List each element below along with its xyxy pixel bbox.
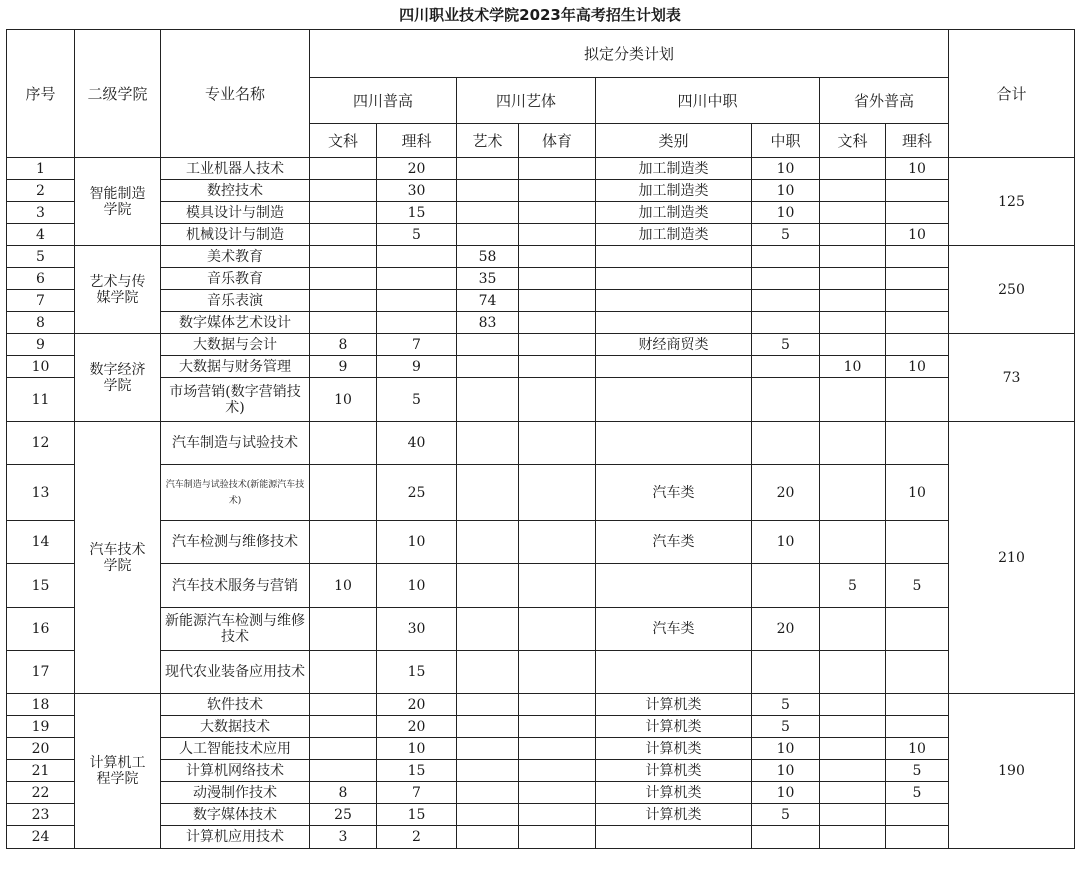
- cell-vocational-count: 5: [752, 694, 820, 716]
- cell-sichuan-like: [377, 312, 457, 334]
- header-sichuan-art-sports: 四川艺体: [457, 78, 596, 124]
- page-title: 四川职业技术学院2023年高考招生计划表: [399, 6, 681, 24]
- cell-out-like: 10: [886, 465, 949, 521]
- cell-out-like: [886, 521, 949, 564]
- cell-art: [457, 826, 519, 849]
- cell-sichuan-like: [377, 268, 457, 290]
- cell-seq: 19: [7, 716, 75, 738]
- cell-art: [457, 694, 519, 716]
- cell-sichuan-like: 10: [377, 738, 457, 760]
- cell-major: 计算机应用技术: [161, 826, 310, 849]
- cell-vocational-category: [596, 268, 752, 290]
- cell-sichuan-like: 20: [377, 158, 457, 180]
- cell-sports: [519, 356, 596, 378]
- cell-out-like: [886, 290, 949, 312]
- cell-sports: [519, 246, 596, 268]
- cell-vocational-category: [596, 826, 752, 849]
- cell-sichuan-like: 20: [377, 716, 457, 738]
- cell-sichuan-like: 20: [377, 694, 457, 716]
- table-row: [7, 180, 1075, 202]
- cell-major: 数字媒体技术: [161, 804, 310, 826]
- cell-sports: [519, 651, 596, 694]
- cell-seq: 4: [7, 224, 75, 246]
- cell-sports: [519, 334, 596, 356]
- cell-sichuan-wenke: [310, 738, 377, 760]
- cell-out-wenke: 5: [820, 564, 886, 608]
- cell-seq: 20: [7, 738, 75, 760]
- cell-out-wenke: [820, 804, 886, 826]
- cell-art: [457, 334, 519, 356]
- cell-out-like: 5: [886, 782, 949, 804]
- cell-sports: [519, 760, 596, 782]
- cell-out-wenke: [820, 521, 886, 564]
- header-art: 艺术: [457, 124, 519, 158]
- cell-major: 现代农业装备应用技术: [161, 651, 310, 694]
- cell-college: 智能制造学院: [75, 158, 161, 246]
- cell-art: [457, 782, 519, 804]
- cell-seq: 9: [7, 334, 75, 356]
- cell-sichuan-wenke: 8: [310, 334, 377, 356]
- cell-out-like: 5: [886, 760, 949, 782]
- cell-seq: 1: [7, 158, 75, 180]
- cell-vocational-category: 计算机类: [596, 694, 752, 716]
- cell-college-total: 190: [949, 694, 1075, 849]
- cell-out-wenke: [820, 760, 886, 782]
- cell-out-like: [886, 651, 949, 694]
- cell-vocational-count: 10: [752, 521, 820, 564]
- cell-sichuan-wenke: [310, 760, 377, 782]
- cell-major: 工业机器人技术: [161, 158, 310, 180]
- table-row: [7, 268, 1075, 290]
- cell-out-wenke: [820, 180, 886, 202]
- cell-seq: 6: [7, 268, 75, 290]
- cell-major: 美术教育: [161, 246, 310, 268]
- table-row: [7, 738, 1075, 760]
- cell-sichuan-like: 9: [377, 356, 457, 378]
- cell-vocational-category: [596, 564, 752, 608]
- cell-out-wenke: [820, 465, 886, 521]
- cell-art: [457, 564, 519, 608]
- table-row: [7, 826, 1075, 849]
- cell-out-wenke: [820, 202, 886, 224]
- cell-vocational-count: [752, 378, 820, 422]
- cell-vocational-category: [596, 651, 752, 694]
- table-row: [7, 651, 1075, 694]
- cell-sichuan-like: 10: [377, 521, 457, 564]
- cell-college-total: 125: [949, 158, 1075, 246]
- cell-out-like: 10: [886, 158, 949, 180]
- cell-sichuan-like: 15: [377, 760, 457, 782]
- cell-vocational-count: 10: [752, 782, 820, 804]
- cell-art: [457, 651, 519, 694]
- cell-vocational-category: 加工制造类: [596, 180, 752, 202]
- cell-sports: [519, 465, 596, 521]
- cell-out-like: [886, 202, 949, 224]
- cell-sports: [519, 224, 596, 246]
- cell-sichuan-wenke: 3: [310, 826, 377, 849]
- cell-sichuan-wenke: [310, 202, 377, 224]
- cell-out-wenke: [820, 716, 886, 738]
- cell-art: 83: [457, 312, 519, 334]
- cell-sichuan-like: [377, 246, 457, 268]
- table-row: [7, 224, 1075, 246]
- cell-sports: [519, 312, 596, 334]
- cell-vocational-count: 10: [752, 202, 820, 224]
- table-row: [7, 378, 1075, 422]
- table-row: [7, 334, 1075, 356]
- table-row: [7, 564, 1075, 608]
- cell-vocational-count: 5: [752, 716, 820, 738]
- cell-sichuan-wenke: 9: [310, 356, 377, 378]
- header-wenke: 文科: [310, 124, 377, 158]
- header-out-of-province-general: 省外普高: [820, 78, 949, 124]
- cell-seq: 13: [7, 465, 75, 521]
- cell-vocational-count: 10: [752, 738, 820, 760]
- cell-vocational-count: 5: [752, 804, 820, 826]
- cell-art: [457, 180, 519, 202]
- cell-art: [457, 716, 519, 738]
- cell-seq: 18: [7, 694, 75, 716]
- cell-major: 机械设计与制造: [161, 224, 310, 246]
- table-row: [7, 694, 1075, 716]
- cell-college: 计算机工程学院: [75, 694, 161, 849]
- cell-art: [457, 521, 519, 564]
- cell-out-like: [886, 312, 949, 334]
- cell-vocational-count: 20: [752, 465, 820, 521]
- cell-major: 数控技术: [161, 180, 310, 202]
- cell-art: [457, 356, 519, 378]
- cell-college-total: 73: [949, 334, 1075, 422]
- cell-college-total: 210: [949, 422, 1075, 694]
- cell-sports: [519, 158, 596, 180]
- cell-vocational-count: [752, 826, 820, 849]
- cell-out-wenke: 10: [820, 356, 886, 378]
- cell-sichuan-wenke: [310, 694, 377, 716]
- cell-vocational-category: [596, 422, 752, 465]
- cell-vocational-category: 计算机类: [596, 804, 752, 826]
- cell-out-like: [886, 826, 949, 849]
- cell-vocational-count: 10: [752, 180, 820, 202]
- cell-vocational-count: [752, 290, 820, 312]
- cell-seq: 12: [7, 422, 75, 465]
- cell-sichuan-like: 40: [377, 422, 457, 465]
- cell-sichuan-like: 2: [377, 826, 457, 849]
- cell-art: [457, 158, 519, 180]
- cell-vocational-count: [752, 564, 820, 608]
- cell-sichuan-like: 15: [377, 804, 457, 826]
- cell-college: 数字经济学院: [75, 334, 161, 422]
- cell-vocational-count: [752, 651, 820, 694]
- cell-out-like: [886, 378, 949, 422]
- cell-sichuan-like: 30: [377, 180, 457, 202]
- table-row: [7, 290, 1075, 312]
- table-row: [7, 465, 1075, 521]
- table-row: [7, 246, 1075, 268]
- cell-major: 市场营销(数字营销技术): [161, 378, 310, 422]
- cell-vocational-category: [596, 246, 752, 268]
- cell-seq: 3: [7, 202, 75, 224]
- cell-sports: [519, 378, 596, 422]
- cell-sports: [519, 180, 596, 202]
- cell-major: 动漫制作技术: [161, 782, 310, 804]
- cell-sports: [519, 422, 596, 465]
- cell-sichuan-wenke: 10: [310, 378, 377, 422]
- cell-sichuan-wenke: [310, 224, 377, 246]
- cell-sports: [519, 608, 596, 651]
- table-row: [7, 158, 1075, 180]
- cell-vocational-count: 5: [752, 224, 820, 246]
- cell-art: [457, 224, 519, 246]
- cell-vocational-count: [752, 356, 820, 378]
- cell-sichuan-wenke: [310, 246, 377, 268]
- cell-vocational-category: 汽车类: [596, 465, 752, 521]
- cell-college-total: 250: [949, 246, 1075, 334]
- cell-vocational-category: 计算机类: [596, 760, 752, 782]
- cell-art: [457, 804, 519, 826]
- cell-vocational-count: [752, 312, 820, 334]
- cell-vocational-category: 汽车类: [596, 608, 752, 651]
- table-row: [7, 804, 1075, 826]
- cell-sichuan-like: 7: [377, 334, 457, 356]
- cell-out-like: [886, 180, 949, 202]
- cell-sichuan-like: 5: [377, 378, 457, 422]
- cell-art: 35: [457, 268, 519, 290]
- cell-vocational-count: [752, 422, 820, 465]
- cell-vocational-category: 计算机类: [596, 782, 752, 804]
- table-row: [7, 312, 1075, 334]
- cell-out-like: [886, 716, 949, 738]
- header-college: 二级学院: [75, 30, 161, 158]
- cell-major: 数字媒体艺术设计: [161, 312, 310, 334]
- cell-major: 汽车技术服务与营销: [161, 564, 310, 608]
- cell-sports: [519, 521, 596, 564]
- cell-sichuan-wenke: [310, 158, 377, 180]
- cell-sports: [519, 268, 596, 290]
- header-seq: 序号: [7, 30, 75, 158]
- cell-vocational-count: 10: [752, 158, 820, 180]
- cell-art: 74: [457, 290, 519, 312]
- cell-sichuan-wenke: [310, 521, 377, 564]
- cell-out-wenke: [820, 422, 886, 465]
- cell-out-like: [886, 422, 949, 465]
- cell-major: 汽车检测与维修技术: [161, 521, 310, 564]
- table-row: [7, 782, 1075, 804]
- cell-sports: [519, 694, 596, 716]
- cell-out-like: 10: [886, 738, 949, 760]
- cell-vocational-count: 10: [752, 760, 820, 782]
- cell-seq: 23: [7, 804, 75, 826]
- cell-vocational-category: [596, 312, 752, 334]
- cell-out-wenke: [820, 826, 886, 849]
- cell-vocational-category: [596, 378, 752, 422]
- cell-sichuan-like: 7: [377, 782, 457, 804]
- cell-sichuan-wenke: 10: [310, 564, 377, 608]
- enrollment-plan-table: [6, 29, 1075, 849]
- cell-seq: 16: [7, 608, 75, 651]
- cell-sichuan-wenke: [310, 651, 377, 694]
- cell-seq: 8: [7, 312, 75, 334]
- cell-seq: 17: [7, 651, 75, 694]
- cell-out-like: [886, 608, 949, 651]
- cell-seq: 11: [7, 378, 75, 422]
- table-row: [7, 356, 1075, 378]
- cell-seq: 7: [7, 290, 75, 312]
- cell-major: 计算机网络技术: [161, 760, 310, 782]
- cell-vocational-category: 财经商贸类: [596, 334, 752, 356]
- cell-out-wenke: [820, 290, 886, 312]
- cell-out-wenke: [820, 224, 886, 246]
- cell-seq: 14: [7, 521, 75, 564]
- cell-seq: 21: [7, 760, 75, 782]
- cell-vocational-count: [752, 268, 820, 290]
- cell-vocational-count: [752, 246, 820, 268]
- cell-out-like: 10: [886, 224, 949, 246]
- cell-sichuan-wenke: [310, 608, 377, 651]
- table-row: [7, 422, 1075, 465]
- cell-art: [457, 422, 519, 465]
- cell-sichuan-wenke: [310, 465, 377, 521]
- cell-college: 汽车技术学院: [75, 422, 161, 694]
- cell-seq: 22: [7, 782, 75, 804]
- cell-out-wenke: [820, 268, 886, 290]
- cell-major: 模具设计与制造: [161, 202, 310, 224]
- cell-out-wenke: [820, 608, 886, 651]
- header-out-wenke: 文科: [820, 124, 886, 158]
- header-zhongzhi: 中职: [752, 124, 820, 158]
- header-out-like: 理科: [886, 124, 949, 158]
- cell-sports: [519, 202, 596, 224]
- cell-sichuan-like: 10: [377, 564, 457, 608]
- cell-out-like: 10: [886, 356, 949, 378]
- cell-college: 艺术与传媒学院: [75, 246, 161, 334]
- header-sichuan-general: 四川普高: [310, 78, 457, 124]
- cell-major: 汽车制造与试验技术(新能源汽车技术): [161, 465, 310, 521]
- cell-major: 大数据技术: [161, 716, 310, 738]
- cell-sports: [519, 804, 596, 826]
- cell-out-wenke: [820, 246, 886, 268]
- cell-major: 音乐表演: [161, 290, 310, 312]
- cell-sichuan-wenke: [310, 716, 377, 738]
- cell-sichuan-wenke: 25: [310, 804, 377, 826]
- cell-sichuan-like: 30: [377, 608, 457, 651]
- cell-sichuan-like: 25: [377, 465, 457, 521]
- cell-sichuan-wenke: 8: [310, 782, 377, 804]
- cell-sports: [519, 290, 596, 312]
- cell-out-like: [886, 246, 949, 268]
- cell-sports: [519, 826, 596, 849]
- cell-vocational-count: 5: [752, 334, 820, 356]
- cell-vocational-category: 加工制造类: [596, 158, 752, 180]
- cell-art: [457, 738, 519, 760]
- cell-seq: 15: [7, 564, 75, 608]
- cell-vocational-category: [596, 290, 752, 312]
- cell-major: 大数据与财务管理: [161, 356, 310, 378]
- cell-major: 大数据与会计: [161, 334, 310, 356]
- cell-major: 音乐教育: [161, 268, 310, 290]
- cell-out-wenke: [820, 738, 886, 760]
- cell-art: 58: [457, 246, 519, 268]
- header-plan: 拟定分类计划: [310, 30, 949, 78]
- cell-out-wenke: [820, 694, 886, 716]
- cell-seq: 24: [7, 826, 75, 849]
- table-row: [7, 521, 1075, 564]
- table-row: [7, 716, 1075, 738]
- cell-art: [457, 608, 519, 651]
- cell-sports: [519, 738, 596, 760]
- cell-art: [457, 465, 519, 521]
- header-like: 理科: [377, 124, 457, 158]
- cell-sichuan-like: 15: [377, 651, 457, 694]
- cell-major: 新能源汽车检测与维修技术: [161, 608, 310, 651]
- header-sports: 体育: [519, 124, 596, 158]
- cell-art: [457, 760, 519, 782]
- cell-art: [457, 378, 519, 422]
- cell-seq: 2: [7, 180, 75, 202]
- cell-sports: [519, 716, 596, 738]
- cell-out-wenke: [820, 158, 886, 180]
- cell-sichuan-wenke: [310, 180, 377, 202]
- cell-sichuan-wenke: [310, 290, 377, 312]
- cell-sichuan-wenke: [310, 268, 377, 290]
- cell-out-wenke: [820, 782, 886, 804]
- cell-out-like: [886, 694, 949, 716]
- cell-vocational-category: 加工制造类: [596, 202, 752, 224]
- cell-vocational-category: 计算机类: [596, 738, 752, 760]
- cell-sichuan-wenke: [310, 422, 377, 465]
- cell-seq: 10: [7, 356, 75, 378]
- cell-sichuan-like: [377, 290, 457, 312]
- header-total: 合计: [949, 30, 1075, 158]
- cell-sports: [519, 782, 596, 804]
- cell-sports: [519, 564, 596, 608]
- table-row: [7, 608, 1075, 651]
- cell-art: [457, 202, 519, 224]
- cell-out-like: [886, 804, 949, 826]
- cell-vocational-category: [596, 356, 752, 378]
- cell-vocational-category: 加工制造类: [596, 224, 752, 246]
- cell-seq: 5: [7, 246, 75, 268]
- cell-vocational-category: 汽车类: [596, 521, 752, 564]
- cell-out-wenke: [820, 378, 886, 422]
- header-major: 专业名称: [161, 30, 310, 158]
- header-category: 类别: [596, 124, 752, 158]
- cell-out-wenke: [820, 651, 886, 694]
- cell-out-like: 5: [886, 564, 949, 608]
- cell-major: 软件技术: [161, 694, 310, 716]
- cell-out-like: [886, 268, 949, 290]
- table-row: [7, 202, 1075, 224]
- cell-out-wenke: [820, 334, 886, 356]
- cell-sichuan-like: 15: [377, 202, 457, 224]
- cell-out-like: [886, 334, 949, 356]
- table-row: [7, 760, 1075, 782]
- cell-major: 汽车制造与试验技术: [161, 422, 310, 465]
- cell-sichuan-wenke: [310, 312, 377, 334]
- cell-sichuan-like: 5: [377, 224, 457, 246]
- cell-major: 人工智能技术应用: [161, 738, 310, 760]
- cell-out-wenke: [820, 312, 886, 334]
- cell-vocational-count: 20: [752, 608, 820, 651]
- cell-vocational-category: 计算机类: [596, 716, 752, 738]
- header-sichuan-vocational: 四川中职: [596, 78, 820, 124]
